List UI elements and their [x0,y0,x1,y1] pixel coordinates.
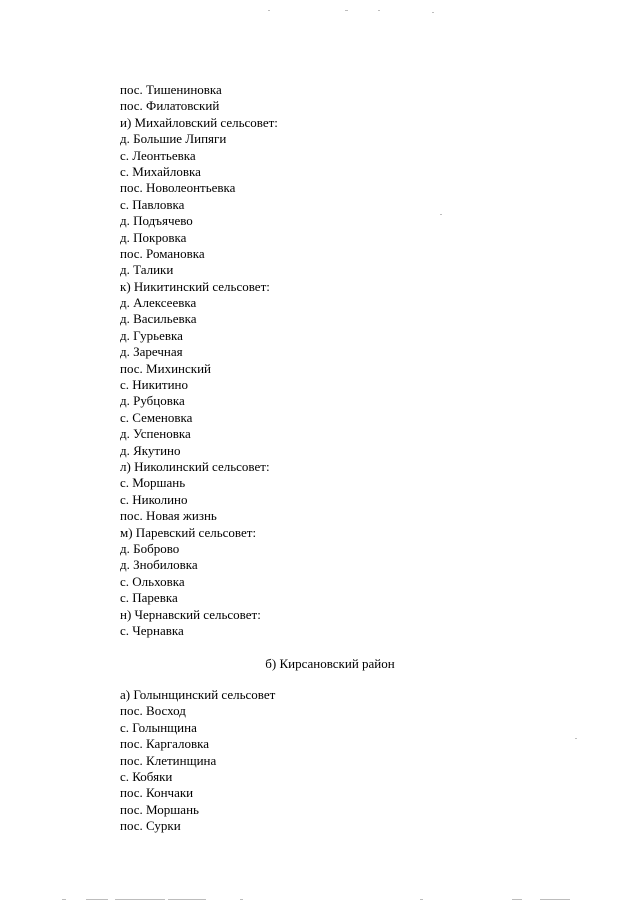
list-item: с. Никитино [120,377,188,393]
list-item: д. Большие Липяги [120,131,227,147]
scan-speck [540,899,570,900]
scan-speck [62,899,66,900]
council-heading: м) Паревский сельсовет: [120,524,257,540]
council-heading: и) Михайловский сельсовет: [120,114,278,130]
settlement-list-part-2 [120,687,540,835]
list-item: пос. Кончаки [120,785,194,801]
list-item: пос. Филатовский [120,98,220,114]
list-item: с. Кобяки [120,768,173,784]
district-heading-text: б) Кирсановский район [265,656,395,671]
list-item: пос. Тишениновка [120,82,222,97]
list-item: д. Заречная [120,344,183,360]
scan-speck [345,10,348,11]
list-item: пос. Восход [120,703,186,719]
list-item: д. Знобиловка [120,557,198,573]
scan-speck [268,10,270,11]
list-item: пос. Сурки [120,818,181,834]
list-item: пос. Каргаловка [120,736,210,752]
district-heading [0,656,640,672]
list-item: с. Леонтьевка [120,147,196,163]
list-item: с. Чернавка [120,622,184,638]
settlement-list-part-1 [120,82,540,639]
list-item: с. Павловка [120,196,185,212]
scan-speck [512,899,522,900]
list-item: д. Алексеевка [120,295,197,311]
list-item: д. Якутино [120,442,181,458]
list-item: с. Семеновка [120,409,193,425]
list-item: д. Васильевка [120,311,197,327]
scan-speck [86,899,108,900]
list-item: пос. Моршань [120,801,199,817]
scan-speck [420,899,423,900]
list-item: с. Голынщина [120,719,197,735]
list-item: д. Подъячево [120,213,193,229]
scan-speck [440,214,442,215]
list-item: пос. Новолеонтьевка [120,180,236,196]
council-heading: а) Голынщинский сельсовет [120,687,276,702]
list-item: с. Михайловка [120,163,201,179]
list-item: д. Гурьевка [120,327,183,343]
list-item: пос. Романовка [120,245,205,261]
scan-speck [115,899,165,900]
list-item: с. Николино [120,491,188,507]
list-item: д. Боброво [120,540,180,556]
list-item: д. Талики [120,262,174,278]
scan-speck [378,10,380,11]
scan-speck [432,12,434,13]
scan-speck [240,899,243,900]
list-item: пос. Михинский [120,360,211,376]
list-item: с. Паревка [120,590,178,606]
scan-speck [575,738,577,739]
list-item: пос. Клетинщина [120,752,217,768]
list-item: пос. Новая жизнь [120,508,217,524]
list-item: д. Успеновка [120,426,191,442]
council-heading: к) Никитинский сельсовет: [120,278,270,294]
council-heading: н) Чернавский сельсовет: [120,606,261,622]
list-item: д. Рубцовка [120,393,185,409]
list-item: с. Моршань [120,475,186,491]
list-item: д. Покровка [120,229,187,245]
council-heading: л) Николинский сельсовет: [120,458,270,474]
list-item: с. Ольховка [120,573,185,589]
scan-speck [168,899,206,900]
